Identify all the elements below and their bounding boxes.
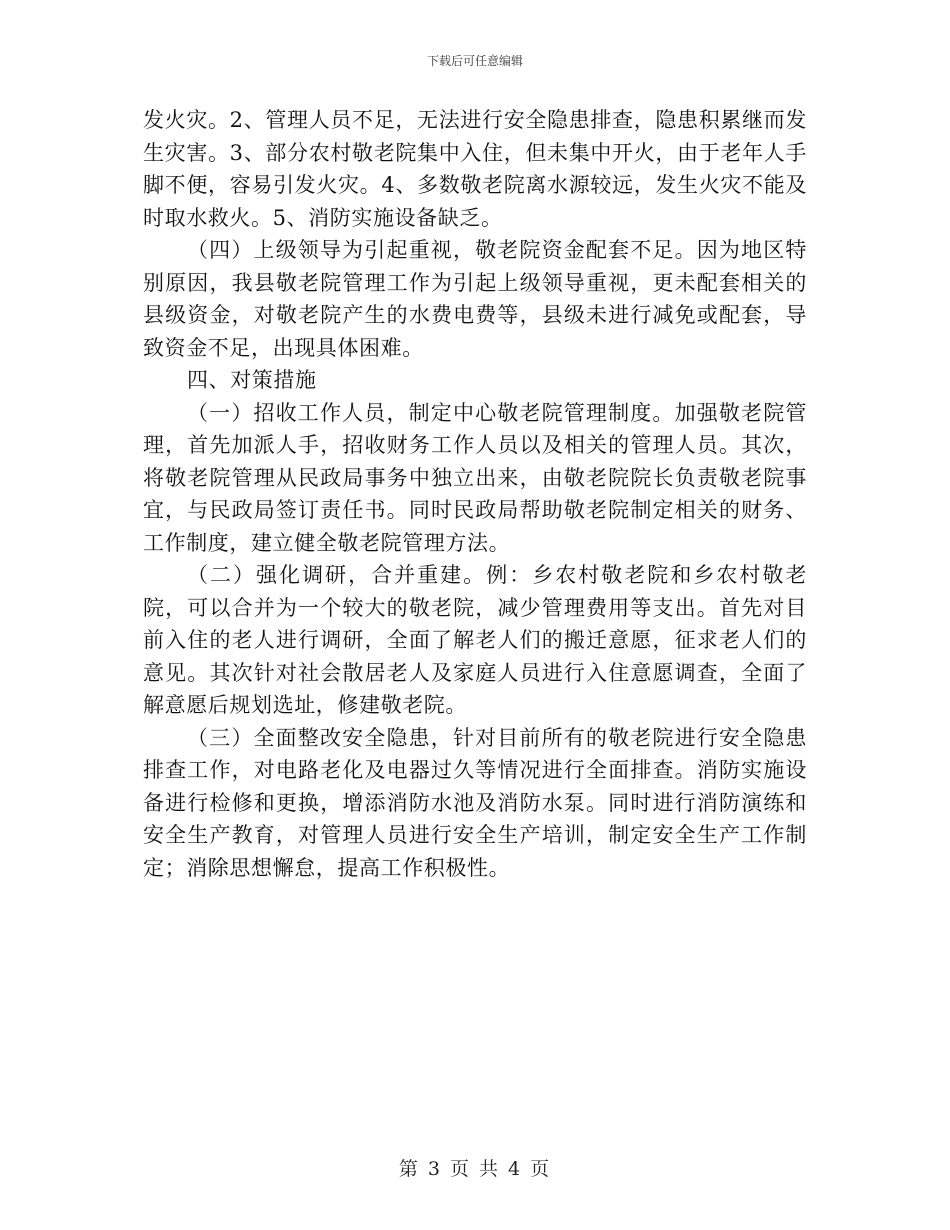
section-heading-countermeasures: 四、对策措施: [187, 368, 317, 392]
page-header-note: 下载后可任意编辑: [426, 54, 523, 68]
paragraph-section-four: （四）上级领导为引起重视，敬老院资金配套不足。因为地区特别原因，我县敬老院管理工作为引起上级领导重视，更未配套相关的县级资金，对敬老院产生的水费电费等，县级未进行减免或配套，导致资金不足，出现具体困难。: [143, 238, 807, 360]
document-body: [143, 104, 807, 884]
page-number-footer: 第 3 页 共 4 页: [398, 1158, 552, 1180]
paragraph-measure-three: （三）全面整改安全隐患，针对目前所有的敬老院进行安全隐患排查工作，对电路老化及电器过久等情况进行全面排查。消防实施设备进行检修和更换，增添消防水池及消防水泵。同时进行消防演练和安全生产教育，对管理人员进行安全生产培训，制定安全生产工作制定；消除思想懈怠，提高工作积极性。: [143, 725, 807, 880]
paragraph-continuation: 发火灾。2、管理人员不足，无法进行安全隐患排查，隐患积累继而发生灾害。3、部分农村敬老院集中入住，但未集中开火，由于老年人手脚不便，容易引发火灾。4、多数敬老院离水源较远，发生火灾不能及时取水救火。5、消防实施设备缺乏。: [143, 108, 807, 230]
paragraph-measure-one: （一）招收工作人员，制定中心敬老院管理制度。加强敬老院管理，首先加派人手，招收财务工作人员以及相关的管理人员。其次，将敬老院管理从民政局事务中独立出来，由敬老院院长负责敬老院事宜，与民政局签订责任书。同时民政局帮助敬老院制定相关的财务、工作制度，建立健全敬老院管理方法。: [143, 400, 807, 555]
paragraph-measure-two: （二）强化调研，合并重建。例：乡农村敬老院和乡农村敬老院，可以合并为一个较大的敬老院，减少管理费用等支出。首先对目前入住的老人进行调研，全面了解老人们的搬迁意愿，征求老人们的意见。其次针对社会散居老人及家庭人员进行入住意愿调查，全面了解意愿后规划选址，修建敬老院。: [143, 563, 807, 717]
